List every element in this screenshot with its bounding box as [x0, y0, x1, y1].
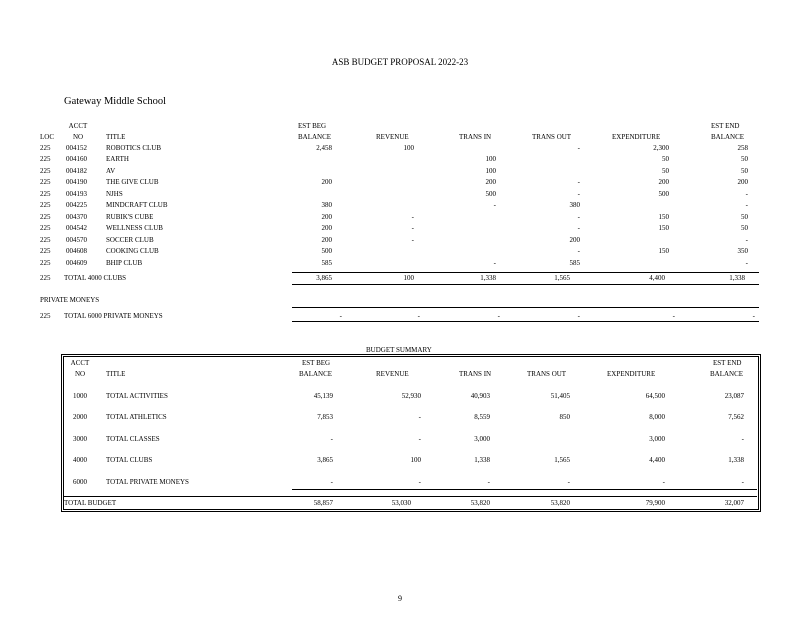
- club-title-cell: MINDCRAFT CLUB: [106, 201, 168, 210]
- summary-tout-cell: 51,405: [550, 392, 570, 400]
- club-title-cell: ROBOTICS CLUB: [106, 144, 162, 152]
- clubs-total-beg: 3,865: [316, 274, 332, 282]
- summary-tin-cell: -: [487, 478, 490, 486]
- summary-exp-cell: 3,000: [649, 435, 665, 443]
- private-total-rev: -: [417, 312, 420, 320]
- club-tin-cell: -: [493, 258, 496, 267]
- summary-rev-cell: 52,930: [401, 392, 421, 400]
- club-end-cell: 50: [741, 155, 748, 164]
- summary-tin-cell: 1,338: [474, 456, 490, 464]
- report-title: ASB BUDGET PROPOSAL 2022-23: [331, 57, 469, 67]
- private-total-tout: -: [577, 312, 580, 320]
- club-beg-cell: 585: [321, 258, 332, 267]
- private-total-loc: 225: [40, 312, 51, 320]
- club-exp-cell: 50: [662, 155, 669, 164]
- club-beg-cell: 200: [321, 178, 332, 187]
- summary-beg-cell: -: [330, 435, 333, 443]
- summary-rev-cell: -: [418, 435, 421, 443]
- club-end-cell: 200: [737, 178, 748, 187]
- summary-end-cell: -: [741, 435, 744, 443]
- club-tout-cell: 200: [569, 235, 580, 244]
- summary-exp-cell: 4,400: [649, 456, 665, 464]
- private-total-title: TOTAL 6000 PRIVATE MONEYS: [64, 312, 163, 320]
- summary-total-rule-top: [292, 489, 757, 490]
- summary-end-header-bottom: BALANCE: [710, 370, 744, 378]
- club-tout-cell: -: [577, 224, 580, 233]
- club-loc-cell: 225: [40, 224, 51, 233]
- summary-trans-out-header: TRANS OUT: [527, 370, 567, 378]
- club-tout-cell: 585: [569, 258, 580, 267]
- club-loc-cell: 225: [40, 144, 51, 152]
- club-tout-cell: -: [577, 189, 580, 198]
- clubs-total-title: TOTAL 4000 CLUBS: [64, 274, 127, 282]
- club-exp-cell: 500: [658, 189, 669, 198]
- club-beg-cell: 200: [321, 212, 332, 221]
- club-title-cell: EARTH: [106, 155, 129, 164]
- club-exp-cell: 50: [662, 166, 669, 175]
- club-acct-cell: 004190: [66, 178, 87, 187]
- summary-end-cell: 7,562: [728, 413, 744, 421]
- club-tout-cell: 380: [569, 201, 580, 210]
- club-tin-cell: 100: [485, 155, 496, 164]
- clubs-total-rule-top: [292, 272, 759, 273]
- club-end-cell: -: [745, 235, 748, 244]
- summary-total-beg: 58,857: [313, 499, 333, 507]
- summary-title-cell: TOTAL CLASSES: [106, 435, 160, 443]
- club-end-cell: 258: [737, 144, 748, 152]
- club-end-cell: 50: [741, 166, 748, 175]
- summary-title-cell: TOTAL ATHLETICS: [106, 413, 167, 421]
- summary-total-end: 32,007: [724, 499, 744, 507]
- club-loc-cell: 225: [40, 258, 51, 267]
- summary-tin-cell: 8,559: [474, 413, 490, 421]
- club-exp-cell: 150: [658, 212, 669, 221]
- summary-end-cell: 23,087: [724, 392, 744, 400]
- club-rev-cell: 100: [403, 144, 414, 152]
- summary-total-rule-full: [63, 496, 757, 497]
- club-tin-cell: 100: [485, 166, 496, 175]
- clubs-total-exp: 4,400: [649, 274, 665, 282]
- summary-acct-header-top: ACCT: [70, 359, 90, 367]
- club-title-cell: BHIP CLUB: [106, 258, 143, 267]
- club-acct-cell: 004370: [66, 212, 87, 221]
- club-loc-cell: 225: [40, 189, 51, 198]
- summary-beg-cell: 7,853: [317, 413, 333, 421]
- summary-title-header: TITLE: [106, 370, 126, 378]
- end-header-top: EST END: [711, 122, 740, 130]
- expenditure-header: EXPENDITURE: [612, 133, 661, 141]
- clubs-total-rule-bottom: [292, 284, 759, 285]
- club-rev-cell: -: [411, 224, 414, 233]
- club-beg-cell: 200: [321, 224, 332, 233]
- club-title-cell: NJHS: [106, 189, 123, 198]
- acct-header-top: ACCT: [68, 122, 88, 130]
- summary-revenue-header: REVENUE: [376, 370, 409, 378]
- club-tout-cell: -: [577, 144, 580, 152]
- club-acct-cell: 004152: [66, 144, 87, 152]
- summary-rev-cell: -: [418, 478, 421, 486]
- summary-expenditure-header: EXPENDITURE: [607, 370, 656, 378]
- club-title-cell: AV: [106, 166, 116, 175]
- summary-total-tin: 53,820: [470, 499, 490, 507]
- summary-acct-cell: 3000: [73, 435, 87, 443]
- club-acct-cell: 004609: [66, 258, 87, 267]
- acct-header-bottom: NO: [72, 133, 84, 141]
- club-title-cell: COOKING CLUB: [106, 247, 159, 256]
- summary-total-tout: 53,820: [550, 499, 570, 507]
- private-heading: PRIVATE MONEYS: [40, 296, 100, 304]
- clubs-total-tin: 1,338: [480, 274, 496, 282]
- summary-acct-cell: 1000: [73, 392, 87, 400]
- summary-trans-in-header: TRANS IN: [459, 370, 492, 378]
- summary-tin-cell: 40,903: [470, 392, 490, 400]
- club-end-cell: 350: [737, 247, 748, 256]
- loc-header: LOC: [40, 133, 54, 141]
- club-acct-cell: 004193: [66, 189, 87, 198]
- summary-rev-cell: -: [418, 413, 421, 421]
- club-title-cell: WELLNESS CLUB: [106, 224, 163, 233]
- club-end-cell: -: [745, 258, 748, 267]
- summary-tout-cell: 850: [559, 413, 570, 421]
- club-title-cell: SOCCER CLUB: [106, 235, 154, 244]
- summary-beg-cell: -: [330, 478, 333, 486]
- club-loc-cell: 225: [40, 212, 51, 221]
- beg-header-top: EST BEG: [298, 122, 327, 130]
- clubs-total-end: 1,338: [729, 274, 745, 282]
- club-beg-cell: 500: [321, 247, 332, 256]
- summary-exp-cell: 64,500: [645, 392, 665, 400]
- trans-in-header: TRANS IN: [459, 133, 492, 141]
- summary-title-cell: TOTAL CLUBS: [106, 456, 153, 464]
- club-loc-cell: 225: [40, 247, 51, 256]
- club-rev-cell: -: [411, 212, 414, 221]
- trans-out-header: TRANS OUT: [532, 133, 572, 141]
- summary-acct-cell: 4000: [73, 456, 87, 464]
- club-tin-cell: -: [493, 201, 496, 210]
- club-loc-cell: 225: [40, 166, 51, 175]
- beg-header-bottom: BALANCE: [298, 133, 332, 141]
- club-loc-cell: 225: [40, 155, 51, 164]
- summary-exp-cell: 8,000: [649, 413, 665, 421]
- summary-exp-cell: -: [662, 478, 665, 486]
- club-acct-cell: 004608: [66, 247, 87, 256]
- summary-tin-cell: 3,000: [474, 435, 490, 443]
- club-acct-cell: 004570: [66, 235, 87, 244]
- summary-acct-cell: 6000: [73, 478, 87, 486]
- summary-end-header-top: EST END: [713, 359, 742, 367]
- private-total-tin: -: [497, 312, 500, 320]
- summary-beg-cell: 3,865: [317, 456, 333, 464]
- summary-total-rev: 53,030: [391, 499, 411, 507]
- club-tout-cell: -: [577, 178, 580, 187]
- club-acct-cell: 004542: [66, 224, 87, 233]
- club-loc-cell: 225: [40, 178, 51, 187]
- club-loc-cell: 225: [40, 235, 51, 244]
- club-exp-cell: 150: [658, 247, 669, 256]
- summary-tout-cell: 1,565: [554, 456, 570, 464]
- club-rev-cell: -: [411, 235, 414, 244]
- summary-title-cell: TOTAL PRIVATE MONEYS: [106, 478, 189, 486]
- club-end-cell: 50: [741, 212, 748, 221]
- club-tout-cell: -: [577, 247, 580, 256]
- title-header: TITLE: [106, 133, 126, 141]
- summary-beg-header-top: EST BEG: [302, 359, 331, 367]
- club-end-cell: 50: [741, 224, 748, 233]
- clubs-total-loc: 225: [40, 274, 51, 282]
- club-exp-cell: 200: [658, 178, 669, 187]
- summary-title-cell: TOTAL ACTIVITIES: [106, 392, 168, 400]
- club-tout-cell: -: [577, 212, 580, 221]
- club-end-cell: -: [745, 201, 748, 210]
- club-tin-cell: 500: [485, 189, 496, 198]
- club-title-cell: RUBIK'S CUBE: [106, 212, 154, 221]
- page-number: 9: [398, 594, 402, 603]
- club-end-cell: -: [745, 189, 748, 198]
- summary-end-cell: -: [741, 478, 744, 486]
- summary-end-cell: 1,338: [728, 456, 744, 464]
- summary-beg-header-bottom: BALANCE: [299, 370, 333, 378]
- club-acct-cell: 004182: [66, 166, 87, 175]
- summary-beg-cell: 45,139: [313, 392, 333, 400]
- private-total-exp: -: [672, 312, 675, 320]
- clubs-total-tout: 1,565: [554, 274, 570, 282]
- summary-total-title: TOTAL BUDGET: [64, 499, 117, 507]
- club-beg-cell: 2,458: [316, 144, 332, 152]
- summary-acct-header-bottom: NO: [74, 370, 86, 378]
- private-total-rule-bottom: [292, 321, 759, 322]
- summary-total-exp: 79,900: [645, 499, 665, 507]
- private-total-beg: -: [339, 312, 342, 320]
- summary-rev-cell: 100: [410, 456, 421, 464]
- club-exp-cell: 2,300: [653, 144, 669, 152]
- club-title-cell: THE GIVE CLUB: [106, 178, 159, 187]
- club-loc-cell: 225: [40, 201, 51, 210]
- summary-acct-cell: 2000: [73, 413, 87, 421]
- school-name: Gateway Middle School: [64, 96, 167, 107]
- club-acct-cell: 004160: [66, 155, 87, 164]
- summary-heading: BUDGET SUMMARY: [366, 346, 432, 354]
- club-acct-cell: 004225: [66, 201, 87, 210]
- clubs-total-rev: 100: [403, 274, 414, 282]
- club-beg-cell: 200: [321, 235, 332, 244]
- club-beg-cell: 380: [321, 201, 332, 210]
- club-exp-cell: 150: [658, 224, 669, 233]
- end-header-bottom: BALANCE: [711, 133, 745, 141]
- club-tin-cell: 200: [485, 178, 496, 187]
- summary-tout-cell: -: [567, 478, 570, 486]
- revenue-header: REVENUE: [376, 133, 409, 141]
- private-total-rule-top: [292, 307, 759, 308]
- private-total-end: -: [752, 312, 755, 320]
